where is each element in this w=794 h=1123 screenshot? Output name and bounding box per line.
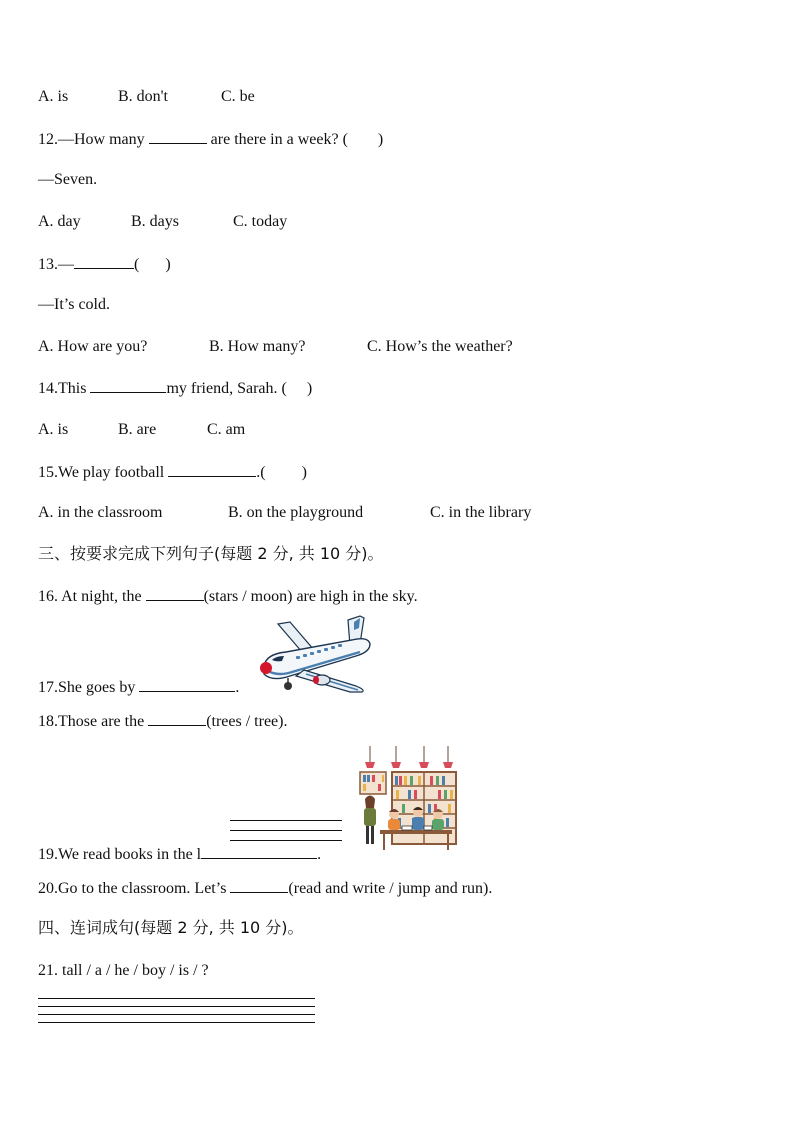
q17-prefix: 17.She goes by	[38, 679, 136, 696]
q19-blank	[201, 844, 317, 859]
q18-blank	[148, 711, 206, 726]
q14-question	[38, 378, 312, 399]
answer-line	[38, 998, 315, 999]
q13-close-paren: )	[165, 256, 171, 273]
q19-prefix: 19.We read books in the l	[38, 846, 202, 863]
q12-prefix: 12.—How many	[38, 131, 145, 148]
writing-rule	[230, 830, 342, 831]
q13-question	[38, 254, 171, 275]
q14-suffix: my friend, Sarah. (	[166, 380, 287, 397]
q14-option-b: B. are	[118, 421, 157, 438]
q14-option-a: A. is	[38, 421, 69, 438]
q18-suffix: (trees / tree).	[206, 713, 288, 730]
q11-option-c: C. be	[221, 88, 255, 105]
q12-suffix: are there in a week? (	[210, 131, 348, 148]
q14-prefix: 14.This	[38, 380, 87, 397]
q12-close-paren: )	[377, 131, 384, 148]
section-4-heading: 四、连词成句(每题 2 分, 共 10 分)。	[38, 918, 304, 937]
q13-option-a: A. How are you?	[38, 338, 148, 355]
q15-suffix: .(	[256, 464, 266, 481]
q15-blank	[168, 462, 256, 477]
q12-blank	[149, 129, 207, 144]
q19-suffix: .	[317, 846, 322, 863]
q15-option-a: A. in the classroom	[38, 504, 163, 521]
q12-answer: —Seven.	[38, 171, 98, 188]
q11-option-b: B. don't	[118, 88, 168, 105]
airplane-icon	[256, 614, 378, 696]
answer-line	[38, 1006, 315, 1007]
q18-prefix: 18.Those are the	[38, 713, 145, 730]
q14-option-c: C. am	[207, 421, 246, 438]
q20-prefix: 20.Go to the classroom. Let’s	[38, 880, 227, 897]
q11-option-a: A. is	[38, 88, 69, 105]
q17-question	[38, 677, 239, 698]
q16-blank	[146, 586, 204, 601]
q13-prefix: 13.—	[38, 256, 74, 273]
q17-blank	[139, 677, 235, 692]
library-icon	[358, 746, 458, 852]
q15-question	[38, 462, 307, 483]
q14-close-paren: )	[306, 380, 313, 397]
q15-close-paren: )	[301, 464, 307, 481]
q13-option-b: B. How many?	[209, 338, 306, 355]
q16-question	[38, 586, 418, 607]
writing-rule	[230, 820, 342, 821]
q16-suffix: (stars / moon) are high in the sky.	[203, 588, 418, 605]
q21-question: 21. tall / a / he / boy / is / ?	[38, 962, 209, 979]
answer-line	[38, 1022, 315, 1023]
q12-option-c: C. today	[233, 213, 288, 230]
q13-blank	[74, 254, 134, 269]
q20-suffix: (read and write / jump and run).	[288, 880, 493, 897]
q15-prefix: 15.We play football	[38, 464, 165, 481]
q18-question	[38, 711, 287, 732]
q15-option-c: C. in the library	[430, 504, 532, 521]
q20-blank	[230, 878, 288, 893]
answer-line	[38, 1014, 315, 1015]
q13-option-c: C. How’s the weather?	[367, 338, 513, 355]
writing-rule	[230, 840, 342, 841]
q20-question	[38, 878, 492, 899]
q12-option-a: A. day	[38, 213, 81, 230]
q15-option-b: B. on the playground	[228, 504, 364, 521]
q17-suffix: .	[235, 679, 240, 696]
q14-blank	[90, 378, 166, 393]
q16-prefix: 16. At night, the	[38, 588, 142, 605]
q19-question	[38, 844, 321, 865]
q13-open-paren: (	[134, 256, 140, 273]
q13-answer: —It’s cold.	[38, 296, 110, 313]
q12-option-b: B. days	[131, 213, 179, 230]
section-3-heading: 三、按要求完成下列句子(每题 2 分, 共 10 分)。	[38, 544, 384, 563]
q12-question	[38, 129, 383, 150]
